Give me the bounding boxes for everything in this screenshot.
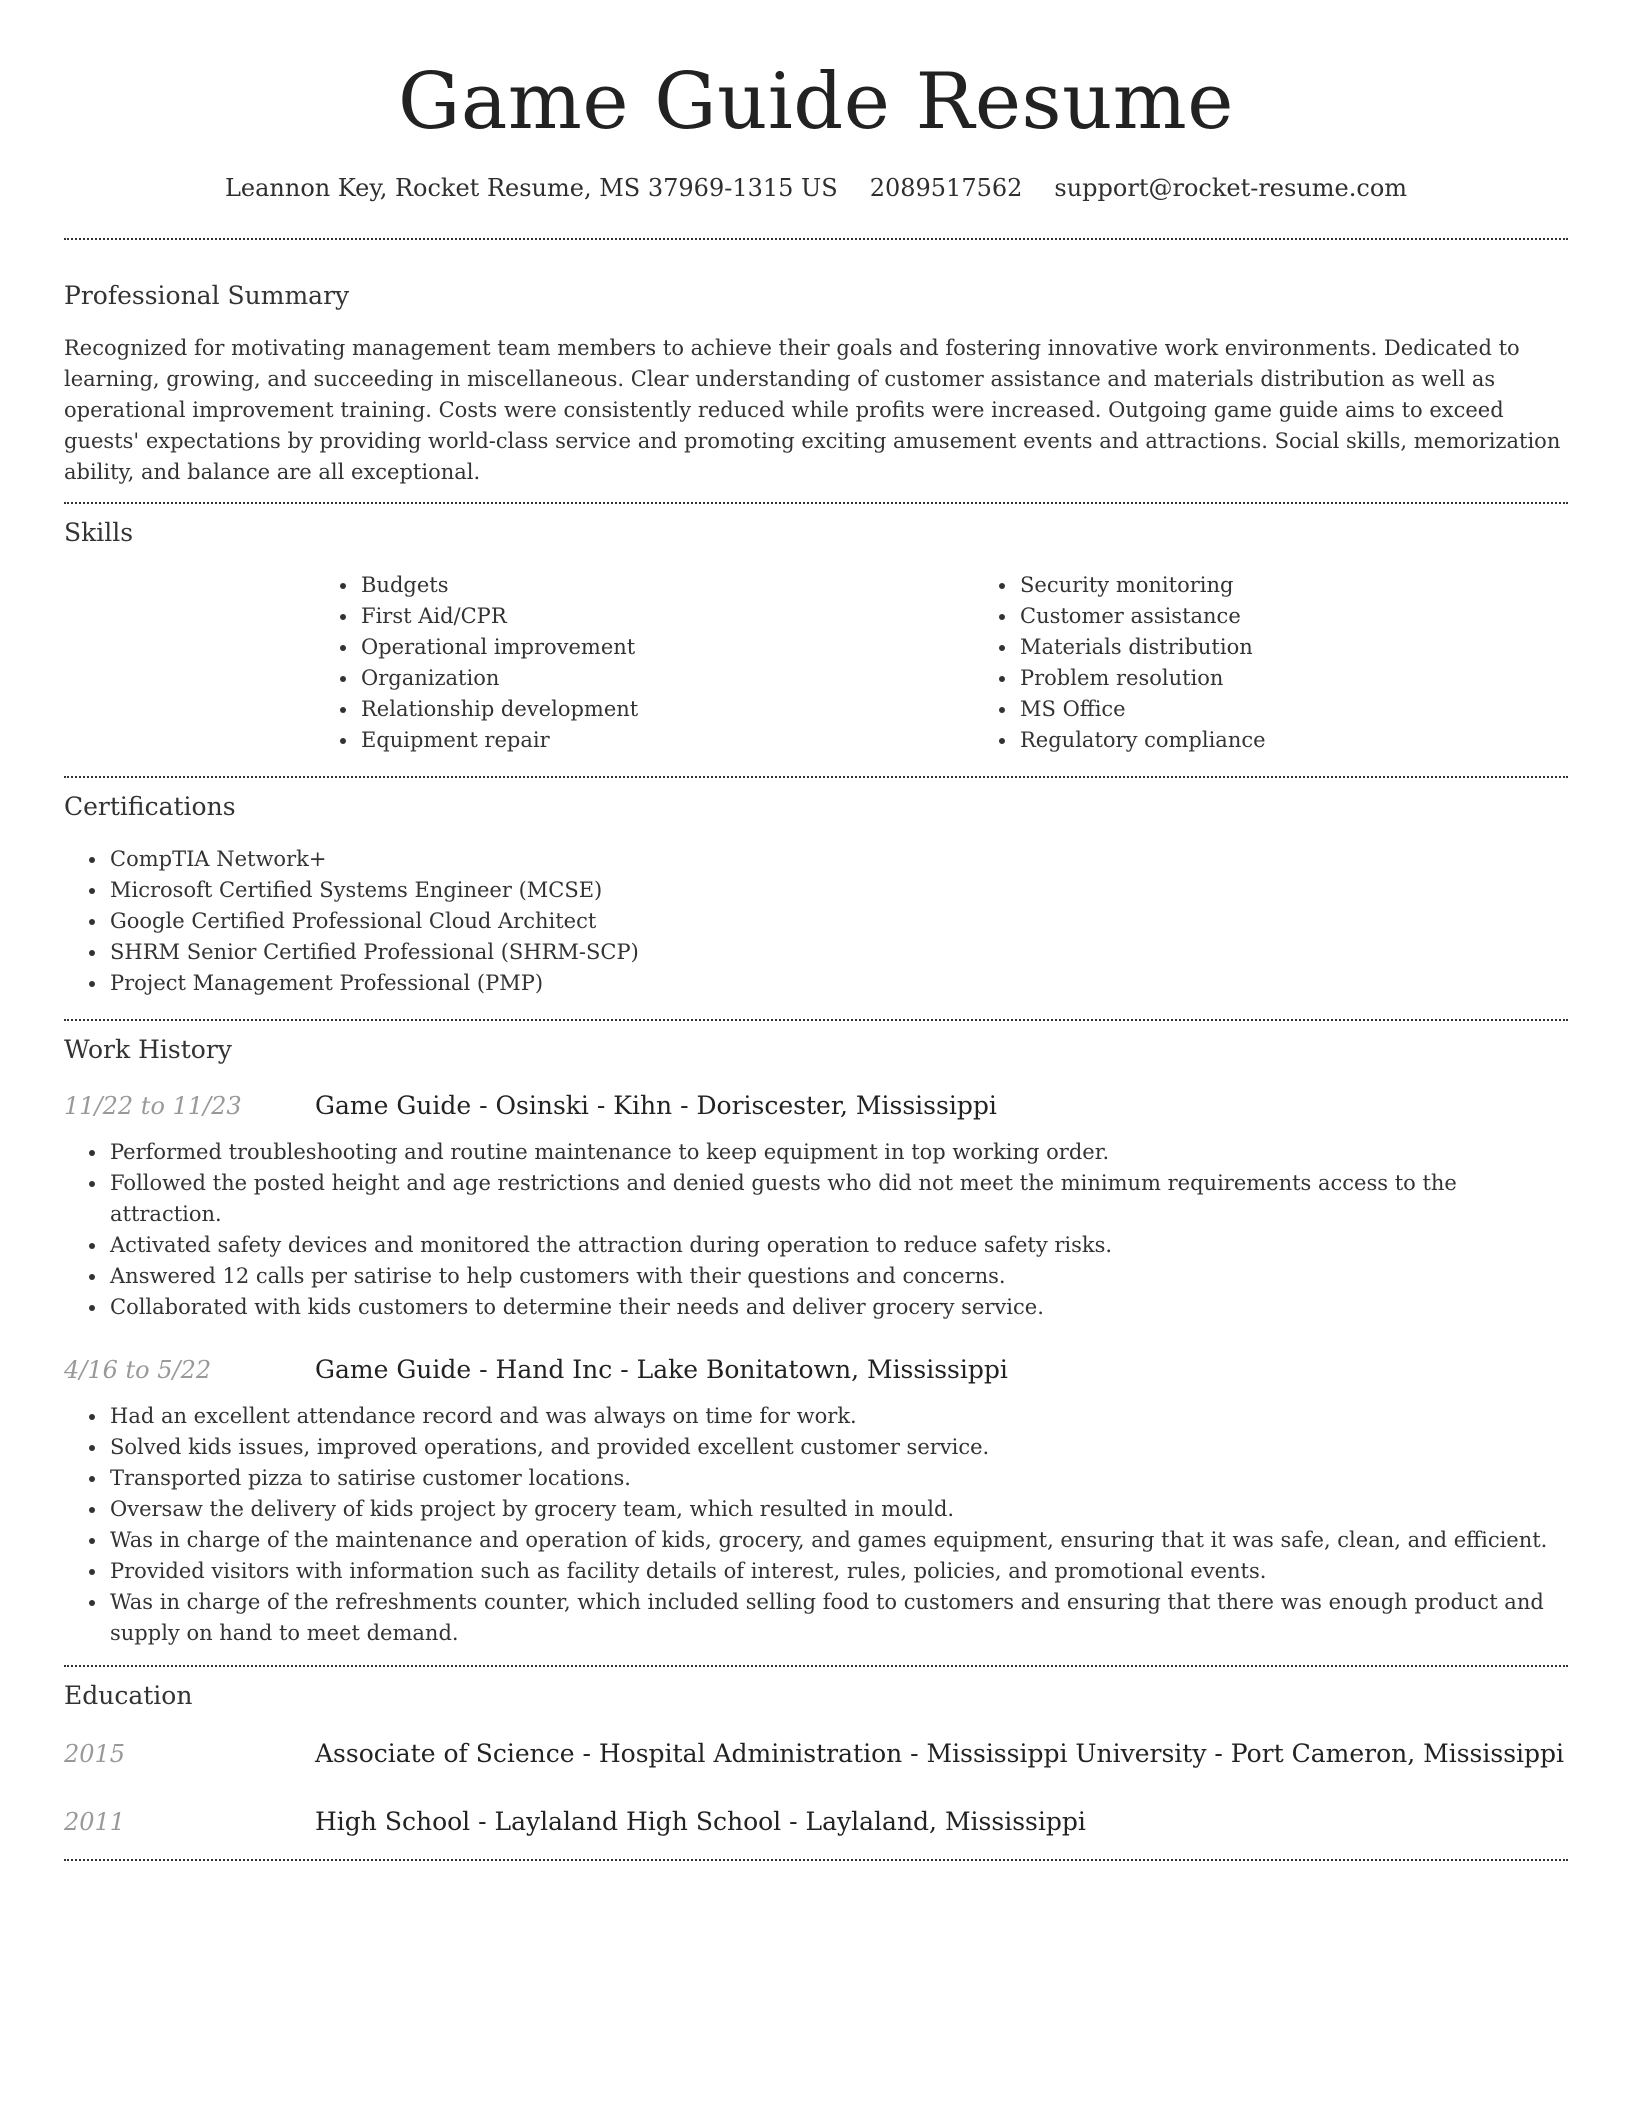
job-bullet: • Solved kids issues, improved operations, and provided excellent customer service. xyxy=(108,1432,1568,1463)
education-year: 2015 xyxy=(64,1740,126,1768)
skill-item: • MS Office xyxy=(1018,694,1568,725)
job-bullet: • Answered 12 calls per satirise to help customers with their questions and concerns. xyxy=(108,1261,1568,1292)
skill-item: • Organization xyxy=(359,663,974,694)
job-bullets xyxy=(64,1401,1568,1649)
job-bullet: • Oversaw the delivery of kids project by grocery team, which resulted in mould. xyxy=(108,1494,1568,1525)
certifications-section xyxy=(64,790,1568,999)
skill-item: • Problem resolution xyxy=(1018,663,1568,694)
skill-item: • Security monitoring xyxy=(1018,570,1568,601)
job-title: Game Guide - Osinski - Kihn - Doriscester, Mississippi xyxy=(315,1091,997,1120)
summary-text: Recognized for motivating management team members to achieve their goals and fostering innovative work environments. Dedicated to learning, growing, and succeeding in miscellaneous. Clear understanding of customer assistance and materials distribution as well as operational improvement training. Costs were consistently reduced while profits were increased. Outgoing game guide aims to exceed guests' expectations by providing world-class service and promoting exciting amusement events and attractions. Social skills, memorization ability, and balance are all exceptional. xyxy=(64,336,1561,484)
divider xyxy=(64,776,1568,778)
job-dates: 4/16 to 5/22 xyxy=(64,1356,212,1384)
job-header xyxy=(64,1353,1568,1387)
section-title-education: Education xyxy=(64,1681,193,1710)
certifications-list xyxy=(64,844,1568,999)
contact-phone: 2089517562 xyxy=(869,174,1023,202)
divider xyxy=(64,1859,1568,1861)
skills-section xyxy=(64,516,1568,756)
contact-line xyxy=(64,172,1568,204)
certification-item: • CompTIA Network+ xyxy=(108,844,1568,875)
divider xyxy=(64,502,1568,504)
section-title-certifications: Certifications xyxy=(64,792,236,821)
skills-grid xyxy=(315,570,1568,756)
job-bullet: • Transported pizza to satirise customer locations. xyxy=(108,1463,1568,1494)
education-year: 2011 xyxy=(64,1808,126,1836)
job-header xyxy=(64,1089,1568,1123)
education-entry xyxy=(64,1805,1568,1839)
skill-item: • Operational improvement xyxy=(359,632,974,663)
section-title-work: Work History xyxy=(64,1035,232,1064)
education-title: High School - Laylaland High School - Laylaland, Mississippi xyxy=(315,1807,1086,1836)
section-title-skills: Skills xyxy=(64,518,134,547)
contact-address: Leannon Key, Rocket Resume, MS 37969-1315 US xyxy=(224,174,838,202)
job-bullet: • Had an excellent attendance record and was always on time for work. xyxy=(108,1401,1568,1432)
skill-item: • Customer assistance xyxy=(1018,601,1568,632)
job-bullets xyxy=(64,1137,1568,1323)
skill-item: • First Aid/CPR xyxy=(359,601,974,632)
contact-email[interactable]: support@rocket-resume.com xyxy=(1054,174,1408,202)
job-entry xyxy=(64,1353,1568,1649)
skill-item: • Materials distribution xyxy=(1018,632,1568,663)
divider xyxy=(64,238,1568,240)
certification-item: • Google Certified Professional Cloud Architect xyxy=(108,906,1568,937)
divider xyxy=(64,1665,1568,1667)
education-entry xyxy=(64,1737,1568,1771)
job-bullet: • Activated safety devices and monitored the attraction during operation to reduce safety risks. xyxy=(108,1230,1568,1261)
section-title-summary: Professional Summary xyxy=(64,281,350,310)
resume-title: Game Guide Resume xyxy=(398,57,1234,147)
certification-item: • SHRM Senior Certified Professional (SHRM-SCP) xyxy=(108,937,1568,968)
skills-list-left xyxy=(315,570,974,756)
skill-item: • Equipment repair xyxy=(359,725,974,756)
education-section xyxy=(64,1679,1568,1839)
certification-item: • Project Management Professional (PMP) xyxy=(108,968,1568,999)
job-entry xyxy=(64,1089,1568,1323)
job-bullet: • Performed troubleshooting and routine maintenance to keep equipment in top working order. xyxy=(108,1137,1568,1168)
job-bullet: • Provided visitors with information such as facility details of interest, rules, policies, and promotional events. xyxy=(108,1556,1568,1587)
certification-item: • Microsoft Certified Systems Engineer (MCSE) xyxy=(108,875,1568,906)
skill-item: • Regulatory compliance xyxy=(1018,725,1568,756)
skills-list-right xyxy=(974,570,1568,756)
job-bullet: • Was in charge of the refreshments counter, which included selling food to customers and ensuring that there was enough product and supply on hand to meet demand. xyxy=(108,1587,1568,1649)
job-bullet: • Was in charge of the maintenance and operation of kids, grocery, and games equipment, ensuring that it was safe, clean, and efficient. xyxy=(108,1525,1568,1556)
summary-section xyxy=(64,279,1568,488)
skill-item: • Relationship development xyxy=(359,694,974,725)
skill-item: • Budgets xyxy=(359,570,974,601)
job-title: Game Guide - Hand Inc - Lake Bonitatown, Mississippi xyxy=(315,1355,1008,1384)
work-history-section xyxy=(64,1033,1568,1649)
education-title: Associate of Science - Hospital Administration - Mississippi University - Port Cameron, Mississippi xyxy=(315,1739,1565,1768)
job-bullet: • Collaborated with kids customers to determine their needs and deliver grocery service. xyxy=(108,1292,1568,1323)
job-dates: 11/22 to 11/23 xyxy=(64,1092,242,1120)
job-bullet: • Followed the posted height and age restrictions and denied guests who did not meet the minimum requirements access to the attraction. xyxy=(108,1168,1568,1230)
divider xyxy=(64,1019,1568,1021)
